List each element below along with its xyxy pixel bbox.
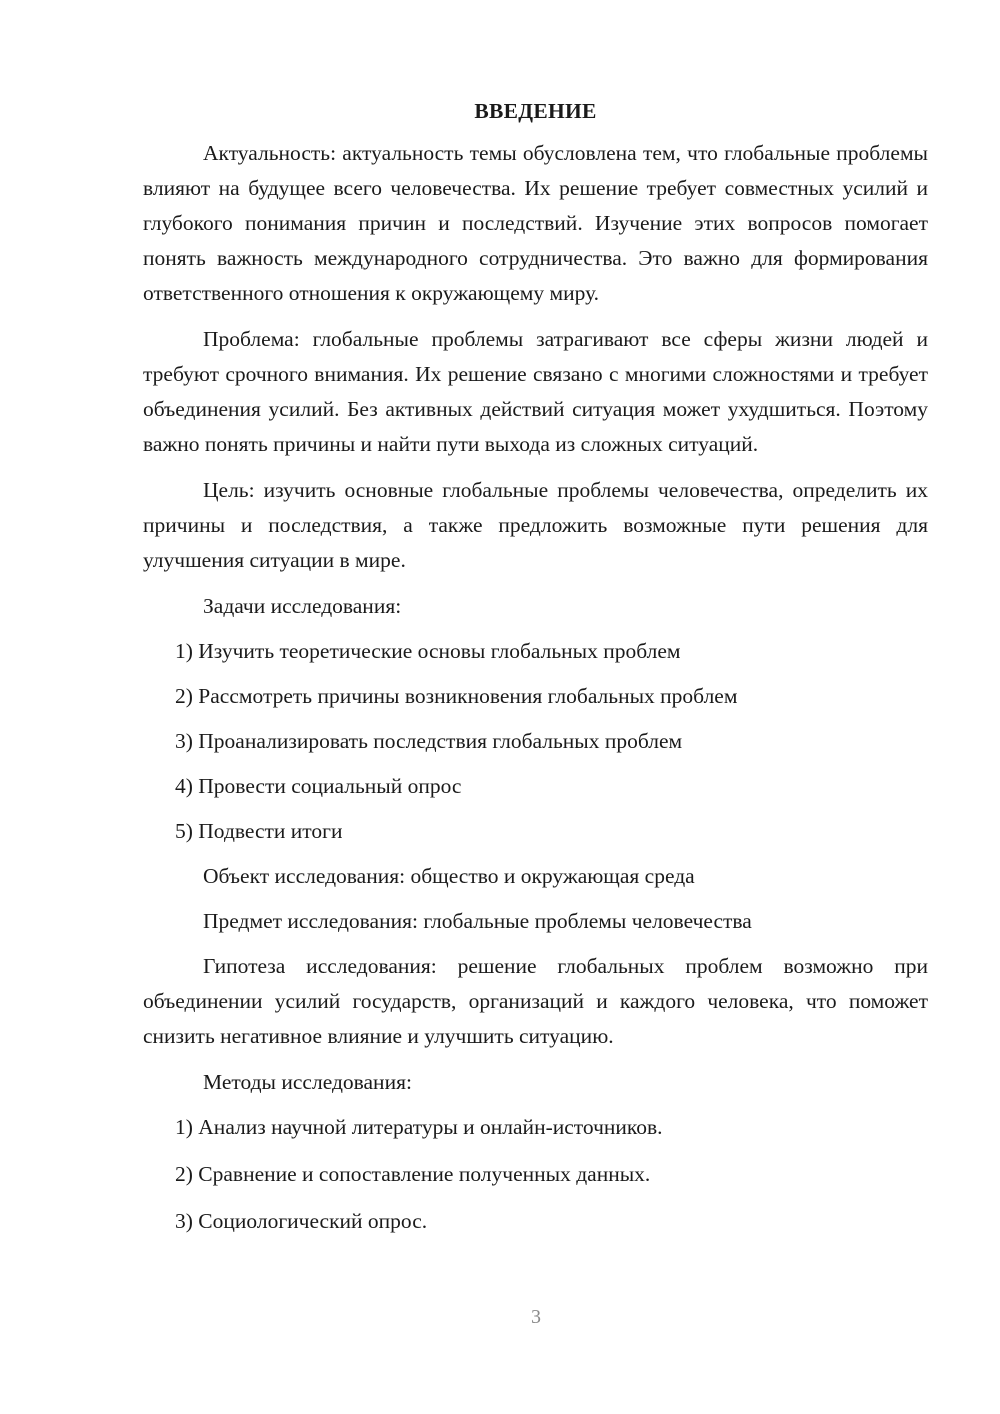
document-body [143,96,928,1251]
methods-list [143,1110,928,1239]
tasks-heading: Задачи исследования: [203,594,402,618]
tasks-list [143,634,928,849]
page-number: 3 [531,1306,541,1328]
list-item: 1) Анализ научной литературы и онлайн-источников. [175,1115,663,1139]
list-item: 4) Провести социальный опрос [175,774,462,798]
hypothesis-paragraph: Гипотеза исследования: решение глобальных проблем возможно при объединении усилий государств, организаций и каждого человека, что поможет снизить негативное влияние и улучшить ситуацию. [143,954,928,1048]
object-line: Объект исследования: общество и окружающая среда [203,864,695,888]
list-item: 1) Изучить теоретические основы глобальных проблем [175,639,681,663]
list-item: 5) Подвести итоги [175,819,343,843]
list-item: 3) Социологический опрос. [175,1209,428,1233]
relevance-paragraph: Актуальность: актуальность темы обусловлена тем, что глобальные проблемы влияют на будущее всего человечества. Их решение требует совместных усилий и глубокого понимания причин и последствий. Изучение этих вопросов помогает понять важность международного сотрудничества. Это важно для формирования ответственного отношения к окружающему миру. [143,141,928,305]
page-title: ВВЕДЕНИЕ [474,99,597,123]
list-item: 2) Рассмотреть причины возникновения глобальных проблем [175,684,738,708]
subject-line: Предмет исследования: глобальные проблемы человечества [203,909,752,933]
goal-paragraph: Цель: изучить основные глобальные проблемы человечества, определить их причины и последствия, а также предложить возможные пути решения для улучшения ситуации в мире. [143,478,928,572]
list-item: 2) Сравнение и сопоставление полученных данных. [175,1162,651,1186]
methods-heading: Методы исследования: [203,1070,412,1094]
list-item: 3) Проанализировать последствия глобальных проблем [175,729,683,753]
problem-paragraph: Проблема: глобальные проблемы затрагивают все сферы жизни людей и требуют срочного внимания. Их решение связано с многими сложностями и требует объединения усилий. Без активных действий ситуация может ухудшиться. Поэтому важно понять причины и найти пути выхода из сложных ситуаций. [143,327,928,456]
